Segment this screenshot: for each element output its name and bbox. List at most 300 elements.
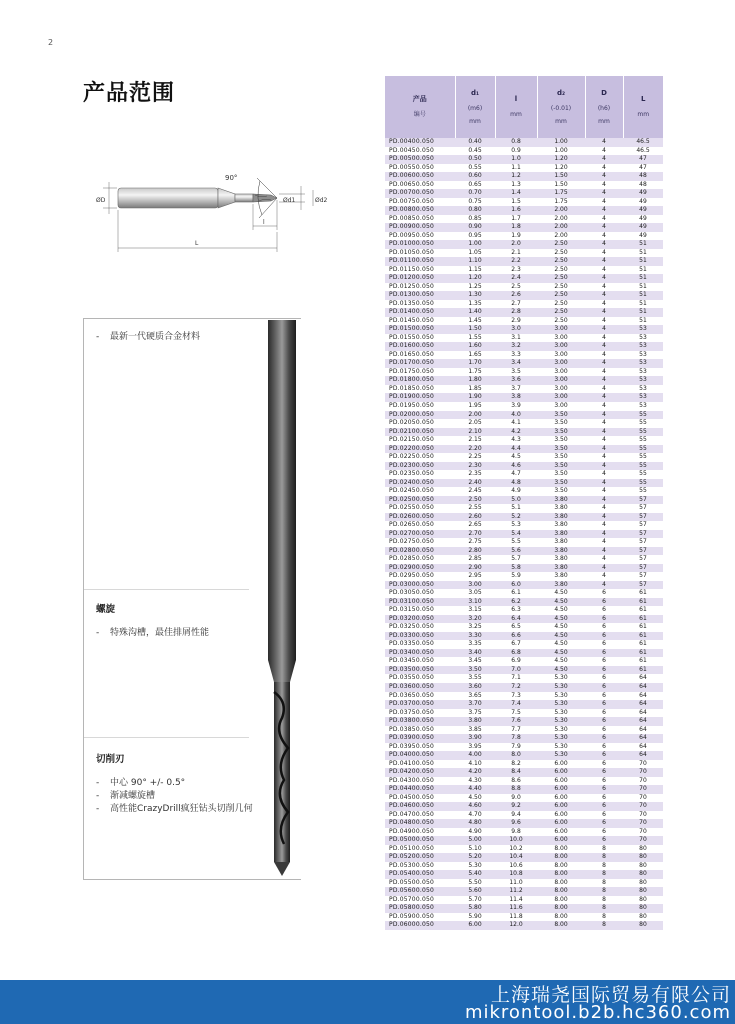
table-row: [385, 479, 663, 488]
table-cell: 1.85: [455, 385, 495, 394]
table-cell: 7.0: [495, 666, 537, 675]
col-header-code: 产品 编号: [385, 76, 455, 138]
table-row: [385, 794, 663, 803]
table-cell: 61: [623, 615, 663, 624]
table-cell: 4.50: [455, 794, 495, 803]
table-cell: 53: [623, 342, 663, 351]
table-cell: 6: [585, 743, 623, 752]
table-cell: 3.4: [495, 359, 537, 368]
table-row: [385, 266, 663, 275]
table-cell: 57: [623, 513, 663, 522]
table-cell: 49: [623, 232, 663, 241]
table-cell: 48: [623, 172, 663, 181]
table-cell: 80: [623, 845, 663, 854]
table-row: [385, 777, 663, 786]
table-cell: 0.9: [495, 147, 537, 156]
table-row: [385, 751, 663, 760]
table-cell: 4.50: [537, 666, 585, 675]
table-cell: 64: [623, 717, 663, 726]
table-cell: 3.50: [537, 436, 585, 445]
table-cell: 6.00: [537, 802, 585, 811]
material-item: - 最新一代硬质合金材料: [96, 331, 200, 344]
table-cell: 49: [623, 223, 663, 232]
table-cell: 8: [585, 879, 623, 888]
table-cell: 3.85: [455, 726, 495, 735]
table-cell: 6: [585, 700, 623, 709]
table-cell: 2.50: [537, 240, 585, 249]
table-cell: PD.04700.050: [385, 811, 455, 820]
table-cell: 11.6: [495, 904, 537, 913]
table-cell: 4: [585, 274, 623, 283]
table-cell: PD.03900.050: [385, 734, 455, 743]
table-cell: 55: [623, 479, 663, 488]
table-cell: 1.20: [455, 274, 495, 283]
table-cell: 8: [585, 913, 623, 922]
table-cell: 4: [585, 496, 623, 505]
table-cell: 4: [585, 181, 623, 190]
table-cell: 6: [585, 657, 623, 666]
table-cell: 80: [623, 862, 663, 871]
table-cell: 4.50: [537, 598, 585, 607]
table-row: [385, 436, 663, 445]
col-header-D: D (h6) mm: [585, 76, 623, 138]
table-cell: 5.20: [455, 853, 495, 862]
table-cell: 2.9: [495, 317, 537, 326]
table-cell: 4.50: [537, 657, 585, 666]
table-cell: 3.80: [537, 513, 585, 522]
table-cell: 6: [585, 828, 623, 837]
table-cell: PD.02550.050: [385, 504, 455, 513]
table-cell: PD.02650.050: [385, 521, 455, 530]
table-cell: 1.7: [495, 215, 537, 224]
table-row: [385, 521, 663, 530]
table-cell: PD.02100.050: [385, 428, 455, 437]
table-cell: 3.50: [537, 453, 585, 462]
product-table: [385, 76, 663, 930]
table-cell: 70: [623, 802, 663, 811]
table-cell: 4: [585, 351, 623, 360]
table-cell: 6: [585, 683, 623, 692]
table-cell: PD.01300.050: [385, 291, 455, 300]
table-cell: 51: [623, 300, 663, 309]
table-cell: 5.30: [537, 751, 585, 760]
table-cell: 64: [623, 751, 663, 760]
page-title: 产品范围: [83, 81, 176, 106]
table-cell: PD.02700.050: [385, 530, 455, 539]
table-cell: 6: [585, 606, 623, 615]
table-cell: 10.6: [495, 862, 537, 871]
table-cell: PD.02350.050: [385, 470, 455, 479]
table-cell: 3.35: [455, 640, 495, 649]
table-cell: 2.2: [495, 257, 537, 266]
table-row: [385, 530, 663, 539]
table-row: [385, 717, 663, 726]
table-cell: 5.9: [495, 572, 537, 581]
table-cell: 9.8: [495, 828, 537, 837]
table-cell: 1.00: [455, 240, 495, 249]
table-cell: 3.90: [455, 734, 495, 743]
table-cell: 6.00: [537, 811, 585, 820]
table-cell: 70: [623, 768, 663, 777]
table-cell: 11.8: [495, 913, 537, 922]
table-cell: 1.00: [537, 147, 585, 156]
table-cell: 2.65: [455, 521, 495, 530]
table-cell: PD.01850.050: [385, 385, 455, 394]
table-cell: 7.6: [495, 717, 537, 726]
table-cell: PD.03000.050: [385, 581, 455, 590]
table-cell: 2.50: [537, 308, 585, 317]
table-cell: 1.20: [537, 164, 585, 173]
table-row: [385, 172, 663, 181]
table-cell: 4: [585, 436, 623, 445]
table-cell: 1.80: [455, 376, 495, 385]
table-cell: 2.50: [537, 291, 585, 300]
helix-section: [96, 601, 209, 640]
table-cell: 55: [623, 462, 663, 471]
table-cell: 4.50: [537, 606, 585, 615]
table-cell: PD.00500.050: [385, 155, 455, 164]
table-row: [385, 189, 663, 198]
table-cell: PD.01100.050: [385, 257, 455, 266]
table-cell: 4: [585, 155, 623, 164]
table-cell: 4: [585, 215, 623, 224]
table-cell: PD.05500.050: [385, 879, 455, 888]
table-cell: PD.02500.050: [385, 496, 455, 505]
table-cell: 6: [585, 751, 623, 760]
table-row: [385, 257, 663, 266]
table-cell: 3.2: [495, 342, 537, 351]
table-cell: 6: [585, 777, 623, 786]
table-cell: 4.9: [495, 487, 537, 496]
table-cell: 5.10: [455, 845, 495, 854]
table-cell: 9.0: [495, 794, 537, 803]
table-cell: 55: [623, 436, 663, 445]
table-cell: 51: [623, 291, 663, 300]
table-cell: 70: [623, 811, 663, 820]
table-cell: 4.10: [455, 760, 495, 769]
table-cell: PD.01400.050: [385, 308, 455, 317]
table-cell: 70: [623, 794, 663, 803]
table-row: [385, 496, 663, 505]
table-cell: 2.50: [537, 249, 585, 258]
table-cell: 10.0: [495, 836, 537, 845]
table-cell: PD.02000.050: [385, 411, 455, 420]
table-cell: 11.0: [495, 879, 537, 888]
table-cell: 6.00: [455, 921, 495, 930]
table-cell: PD.00450.050: [385, 147, 455, 156]
table-cell: 0.60: [455, 172, 495, 181]
d1-label: Ød1: [283, 197, 296, 204]
table-cell: 6: [585, 623, 623, 632]
table-row: [385, 564, 663, 573]
table-cell: 4.4: [495, 445, 537, 454]
table-cell: 3.80: [537, 521, 585, 530]
table-cell: 2.50: [537, 300, 585, 309]
table-cell: 2.1: [495, 249, 537, 258]
table-cell: PD.01550.050: [385, 334, 455, 343]
table-cell: 5.90: [455, 913, 495, 922]
table-cell: 53: [623, 334, 663, 343]
table-cell: 2.8: [495, 308, 537, 317]
table-cell: PD.00700.050: [385, 189, 455, 198]
table-cell: 2.00: [455, 411, 495, 420]
table-cell: 48: [623, 181, 663, 190]
table-cell: 80: [623, 921, 663, 930]
table-row: [385, 453, 663, 462]
table-cell: 4: [585, 376, 623, 385]
footer-company: 上海瑞尧国际贸易有限公司: [490, 984, 731, 1006]
table-cell: PD.05800.050: [385, 904, 455, 913]
table-cell: 5.30: [537, 734, 585, 743]
table-row: [385, 802, 663, 811]
table-cell: 4: [585, 445, 623, 454]
table-cell: 8.00: [537, 921, 585, 930]
table-cell: 8.00: [537, 896, 585, 905]
table-cell: 3.00: [537, 402, 585, 411]
table-cell: 6.1: [495, 589, 537, 598]
table-cell: 2.50: [455, 496, 495, 505]
table-cell: PD.03400.050: [385, 649, 455, 658]
table-cell: 5.30: [537, 674, 585, 683]
table-cell: PD.00850.050: [385, 215, 455, 224]
table-cell: 57: [623, 504, 663, 513]
table-cell: 5.30: [537, 717, 585, 726]
table-cell: 3.10: [455, 598, 495, 607]
table-cell: 57: [623, 538, 663, 547]
table-cell: 3.80: [537, 538, 585, 547]
table-cell: PD.02750.050: [385, 538, 455, 547]
table-cell: 0.50: [455, 155, 495, 164]
table-cell: 51: [623, 274, 663, 283]
table-cell: 3.50: [455, 666, 495, 675]
table-row: [385, 615, 663, 624]
table-cell: 6.0: [495, 581, 537, 590]
table-cell: 70: [623, 760, 663, 769]
table-cell: PD.00600.050: [385, 172, 455, 181]
table-cell: PD.05200.050: [385, 853, 455, 862]
table-cell: PD.02950.050: [385, 572, 455, 581]
table-cell: 4: [585, 164, 623, 173]
table-cell: 55: [623, 453, 663, 462]
table-cell: 3.50: [537, 479, 585, 488]
table-cell: PD.02200.050: [385, 445, 455, 454]
table-cell: 8.6: [495, 777, 537, 786]
table-cell: 6: [585, 666, 623, 675]
table-cell: 4.20: [455, 768, 495, 777]
table-cell: 1.5: [495, 198, 537, 207]
table-cell: 4: [585, 283, 623, 292]
table-cell: 3.60: [455, 683, 495, 692]
table-cell: 5.1: [495, 504, 537, 513]
table-cell: 3.80: [455, 717, 495, 726]
table-cell: 61: [623, 632, 663, 641]
table-row: [385, 819, 663, 828]
cutting-edge-section: [96, 751, 253, 816]
table-cell: 4: [585, 342, 623, 351]
table-cell: 6: [585, 692, 623, 701]
table-row: [385, 376, 663, 385]
table-cell: PD.01000.050: [385, 240, 455, 249]
table-row: [385, 726, 663, 735]
table-cell: 2.3: [495, 266, 537, 275]
table-cell: 4: [585, 266, 623, 275]
table-cell: 5.6: [495, 547, 537, 556]
table-cell: 4.40: [455, 785, 495, 794]
table-cell: PD.01250.050: [385, 283, 455, 292]
cutting-edge-item: - 中心 90° +/- 0.5°: [96, 777, 253, 790]
table-cell: 4: [585, 300, 623, 309]
table-cell: 1.90: [455, 393, 495, 402]
table-cell: 2.30: [455, 462, 495, 471]
table-cell: 4.70: [455, 811, 495, 820]
table-cell: PD.01450.050: [385, 317, 455, 326]
cutting-edge-item: - 高性能CrazyDrill疯狂钻头切削几何: [96, 803, 253, 816]
table-cell: 3.8: [495, 393, 537, 402]
table-cell: 4: [585, 513, 623, 522]
table-cell: PD.04200.050: [385, 768, 455, 777]
table-cell: 6.6: [495, 632, 537, 641]
table-cell: PD.04900.050: [385, 828, 455, 837]
table-cell: 64: [623, 674, 663, 683]
table-cell: PD.03550.050: [385, 674, 455, 683]
table-cell: 4: [585, 555, 623, 564]
table-cell: 4.0: [495, 411, 537, 420]
table-cell: PD.01950.050: [385, 402, 455, 411]
footer-bar: [0, 980, 735, 1024]
table-cell: 6.00: [537, 828, 585, 837]
table-cell: 6: [585, 760, 623, 769]
table-cell: 3.80: [537, 530, 585, 539]
table-cell: 2.80: [455, 547, 495, 556]
table-cell: 2.70: [455, 530, 495, 539]
table-cell: 55: [623, 419, 663, 428]
table-cell: 4: [585, 504, 623, 513]
table-cell: PD.03200.050: [385, 615, 455, 624]
table-cell: 5.30: [537, 726, 585, 735]
table-cell: 70: [623, 828, 663, 837]
table-cell: PD.03250.050: [385, 623, 455, 632]
table-row: [385, 887, 663, 896]
table-cell: 4.5: [495, 453, 537, 462]
table-row: [385, 657, 663, 666]
table-cell: 64: [623, 692, 663, 701]
table-cell: 5.0: [495, 496, 537, 505]
table-cell: 7.5: [495, 709, 537, 718]
table-cell: 51: [623, 283, 663, 292]
table-cell: 2.40: [455, 479, 495, 488]
table-cell: 0.45: [455, 147, 495, 156]
table-cell: 64: [623, 683, 663, 692]
table-row: [385, 342, 663, 351]
table-row: [385, 879, 663, 888]
table-cell: 8.00: [537, 879, 585, 888]
table-cell: PD.04500.050: [385, 794, 455, 803]
table-cell: 1.70: [455, 359, 495, 368]
table-cell: 3.80: [537, 564, 585, 573]
table-cell: PD.05900.050: [385, 913, 455, 922]
table-cell: PD.01700.050: [385, 359, 455, 368]
page-number: 2: [48, 38, 54, 47]
table-cell: PD.03950.050: [385, 743, 455, 752]
table-cell: 2.60: [455, 513, 495, 522]
table-cell: 1.95: [455, 402, 495, 411]
table-cell: 2.75: [455, 538, 495, 547]
table-row: [385, 904, 663, 913]
table-row: [385, 547, 663, 556]
table-cell: PD.01350.050: [385, 300, 455, 309]
table-cell: 2.50: [537, 317, 585, 326]
table-cell: PD.02400.050: [385, 479, 455, 488]
table-row: [385, 598, 663, 607]
table-row: [385, 768, 663, 777]
table-row: [385, 411, 663, 420]
table-cell: 3.25: [455, 623, 495, 632]
col-header-l: l mm: [495, 76, 537, 138]
table-cell: 57: [623, 555, 663, 564]
table-cell: PD.03650.050: [385, 692, 455, 701]
table-cell: PD.00550.050: [385, 164, 455, 173]
table-cell: 5.30: [455, 862, 495, 871]
table-cell: 4: [585, 453, 623, 462]
table-cell: 1.75: [537, 198, 585, 207]
table-row: [385, 428, 663, 437]
table-cell: 61: [623, 640, 663, 649]
table-cell: 3.45: [455, 657, 495, 666]
table-cell: 11.4: [495, 896, 537, 905]
table-cell: 4: [585, 419, 623, 428]
table-cell: 51: [623, 257, 663, 266]
table-cell: 2.10: [455, 428, 495, 437]
table-row: [385, 896, 663, 905]
table-cell: 1.0: [495, 155, 537, 164]
table-cell: 2.0: [495, 240, 537, 249]
table-cell: 70: [623, 785, 663, 794]
table-row: [385, 138, 663, 147]
table-row: [385, 147, 663, 156]
table-row: [385, 325, 663, 334]
table-cell: PD.02600.050: [385, 513, 455, 522]
table-cell: 8.2: [495, 760, 537, 769]
table-cell: 8.00: [537, 913, 585, 922]
table-cell: 0.8: [495, 138, 537, 147]
table-row: [385, 445, 663, 454]
table-cell: PD.01600.050: [385, 342, 455, 351]
table-cell: 53: [623, 351, 663, 360]
table-cell: PD.02250.050: [385, 453, 455, 462]
table-cell: 6.00: [537, 836, 585, 845]
table-row: [385, 785, 663, 794]
table-cell: 6: [585, 819, 623, 828]
table-cell: PD.05700.050: [385, 896, 455, 905]
table-cell: 46.5: [623, 147, 663, 156]
col-header-L: L mm: [623, 76, 663, 138]
table-cell: 7.3: [495, 692, 537, 701]
table-row: [385, 419, 663, 428]
table-cell: 1.9: [495, 232, 537, 241]
table-cell: 4: [585, 317, 623, 326]
table-cell: 3.9: [495, 402, 537, 411]
table-row: [385, 334, 663, 343]
table-cell: 4: [585, 564, 623, 573]
table-cell: 53: [623, 393, 663, 402]
table-cell: 3.05: [455, 589, 495, 598]
table-cell: 61: [623, 657, 663, 666]
table-cell: 3.50: [537, 462, 585, 471]
table-row: [385, 249, 663, 258]
table-cell: 4: [585, 232, 623, 241]
table-cell: 4: [585, 368, 623, 377]
table-cell: 3.5: [495, 368, 537, 377]
